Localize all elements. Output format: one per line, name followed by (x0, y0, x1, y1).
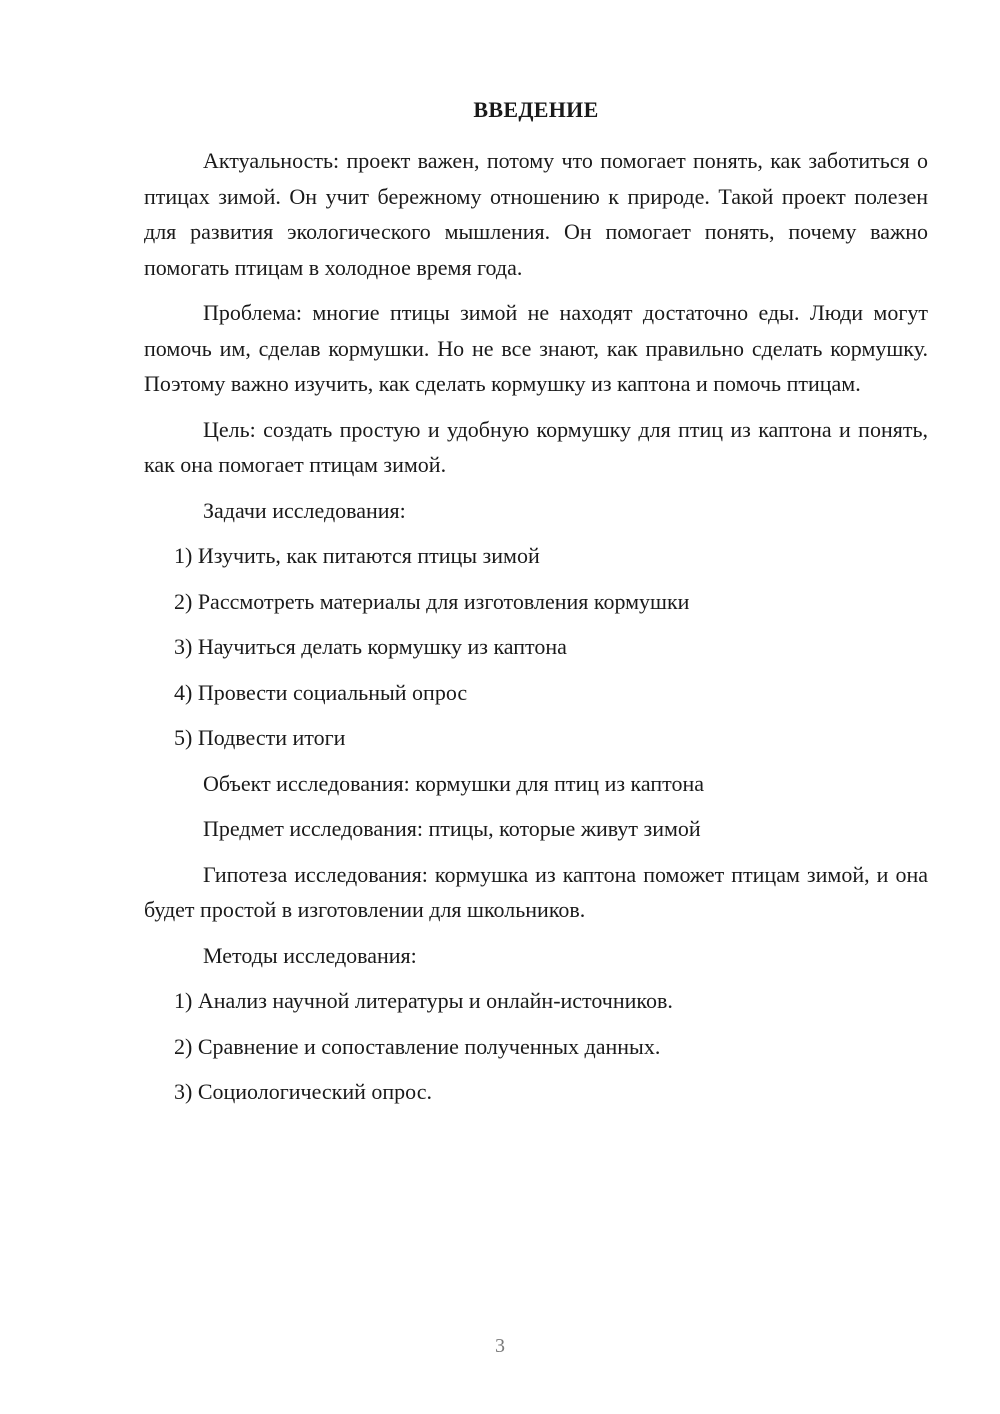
method-item: 1) Анализ научной литературы и онлайн-источников. (174, 988, 673, 1013)
task-item: 3) Научиться делать кормушку из каптона (174, 634, 567, 659)
task-item: 5) Подвести итоги (174, 725, 346, 750)
method-item: 2) Сравнение и сопоставление полученных данных. (174, 1033, 661, 1059)
relevance-paragraph: Актуальность: проект важен, потому что помогает понять, как заботиться о птицах зимой. Он учит бережному отношению к природе. Такой проект полезен для развития экологического мышления. Он помогает понять, почему важно помогать птицам в холодное время года. (144, 148, 928, 280)
research-subject: Предмет исследования: птицы, которые живут зимой (203, 816, 701, 841)
hypothesis-paragraph: Гипотеза исследования: кормушка из каптона поможет птицам зимой, и она будет простой в изготовлении для школьников. (144, 861, 928, 922)
task-item: 4) Провести социальный опрос (174, 679, 468, 705)
method-item: 3) Социологический опрос. (174, 1079, 432, 1104)
tasks-heading: Задачи исследования: (203, 497, 406, 523)
task-item: 1) Изучить, как питаются птицы зимой (174, 543, 540, 568)
page-number: 3 (495, 1335, 505, 1357)
document-body (144, 143, 928, 1120)
document-page (144, 0, 928, 1414)
goal-paragraph: Цель: создать простую и удобную кормушку для птиц из каптона и понять, как она помогает птицам зимой. (144, 416, 928, 477)
methods-heading: Методы исследования: (203, 942, 417, 968)
page-title: ВВЕДЕНИЕ (473, 97, 599, 122)
research-object: Объект исследования: кормушки для птиц из каптона (203, 770, 704, 796)
problem-paragraph: Проблема: многие птицы зимой не находят достаточно еды. Люди могут помочь им, сделав кормушки. Но не все знают, как правильно сделать кормушку. Поэтому важно изучить, как сделать кормушку из каптона и помочь птицам. (144, 300, 928, 396)
task-item: 2) Рассмотреть материалы для изготовления кормушки (174, 588, 690, 614)
